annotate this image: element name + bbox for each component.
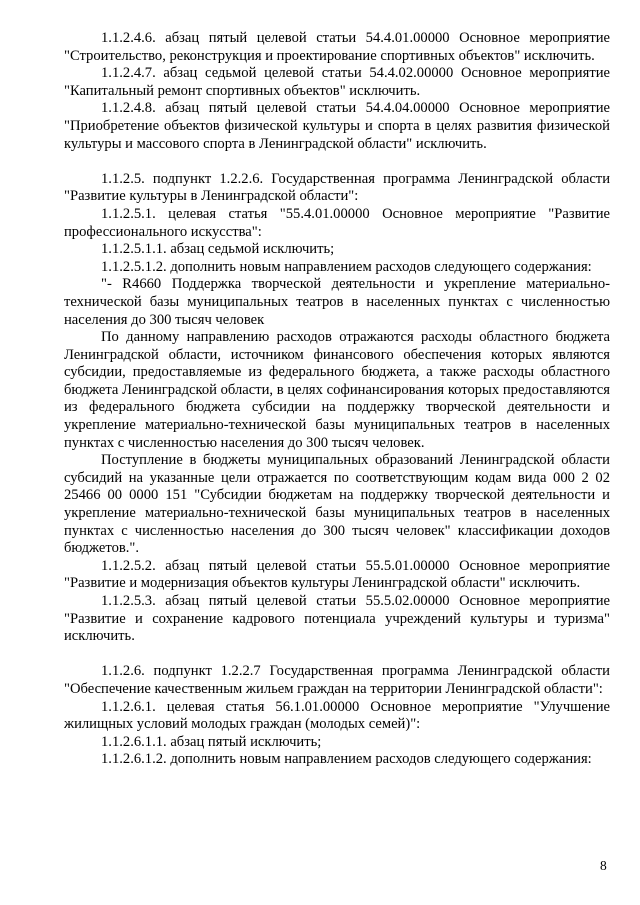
paragraph-1-1-2-6: 1.1.2.6. подпункт 1.2.2.7 Государственная программа Ленинградской области "Обеспечение качественным жильем граждан на территории Ленинградской области": [64,663,610,697]
paragraph-1-1-2-5: 1.1.2.5. подпункт 1.2.2.6. Государственная программа Ленинградской области "Развитие культуры в Ленинградской области": [64,170,610,205]
paragraph-1-1-2-5-1-1: 1.1.2.5.1.1. абзац седьмой исключить; [101,241,335,258]
blank-line [64,153,610,171]
paragraph-1-1-2-5-1-2: 1.1.2.5.1.2. дополнить новым направлением расходов следующего содержания: [101,258,592,275]
paragraph-1-1-2-5-1: 1.1.2.5.1. целевая статья "55.4.01.00000 Основное мероприятие "Развитие профессионального искусства": [64,205,610,240]
paragraph-1-1-2-4-8: 1.1.2.4.8. абзац пятый целевой статьи 54.4.04.00000 Основное мероприятие "Приобретение объектов физической культуры и спорта в целях развития физической культуры и массового спорта в Ленинградской области" исключить. [64,100,610,152]
paragraph-1-1-2-6-1: 1.1.2.6.1. целевая статья 56.1.01.00000 Основное мероприятие "Улучшение жилищных условий молодых граждан (молодых семей)": [64,698,610,733]
paragraph-1-1-2-6-1-1: 1.1.2.6.1.1. абзац пятый исключить; [101,733,322,750]
paragraph-subsidy-income: Поступление в бюджеты муниципальных образований Ленинградской области субсидий на указанные цели отражается по соответствующим кодам вида 000 2 02 25466 00 0000 151 "Субсидии бюджетам на поддержку творческой деятельности и укрепление материально-технической базы муниципальных театров в населенных пунктах с численностью населения до 300 тысяч человек" классификации доходов бюджетов.". [64,452,610,557]
paragraph-1-1-2-4-7: 1.1.2.4.7. абзац седьмой целевой статьи 54.4.02.00000 Основное мероприятие "Капитальный ремонт спортивных объектов" исключить. [64,65,610,99]
paragraph-1-1-2-5-2: 1.1.2.5.2. абзац пятый целевой статьи 55.5.01.00000 Основное мероприятие "Развитие и модернизация объектов культуры Ленинградской области" исключить. [64,557,610,592]
blank-line [64,646,610,664]
paragraph-expense-description: По данному направлению расходов отражаются расходы областного бюджета Ленинградской области, источником финансового обеспечения которых являются субсидии, предоставляемые из федерального бюджета, а также расходы областного бюджета Ленинградской области, в целях софинансирования которых предоставляются из федерального бюджета субсидии на поддержку творческой деятельности и укрепление материально-технической базы муниципальных театров в населенных пунктах с численностью населения до 300 тысяч человек. [64,329,610,451]
page-number: 8 [600,858,607,873]
document-page [64,30,610,769]
paragraph-r4660: "- R4660 Поддержка творческой деятельности и укрепление материально-технической базы муниципальных театров в населенных пунктах с численностью населения до 300 тысяч человек [64,276,610,328]
paragraph-1-1-2-6-1-2: 1.1.2.6.1.2. дополнить новым направлением расходов следующего содержания: [101,751,592,768]
paragraph-1-1-2-5-3: 1.1.2.5.3. абзац пятый целевой статьи 55.5.02.00000 Основное мероприятие "Развитие и сохранение кадрового потенциала учреждений культуры и туризма" исключить. [64,593,610,645]
paragraph-1-1-2-4-6: 1.1.2.4.6. абзац пятый целевой статьи 54.4.01.00000 Основное мероприятие "Строительство, реконструкция и проектирование спортивных объектов" исключить. [64,30,610,64]
